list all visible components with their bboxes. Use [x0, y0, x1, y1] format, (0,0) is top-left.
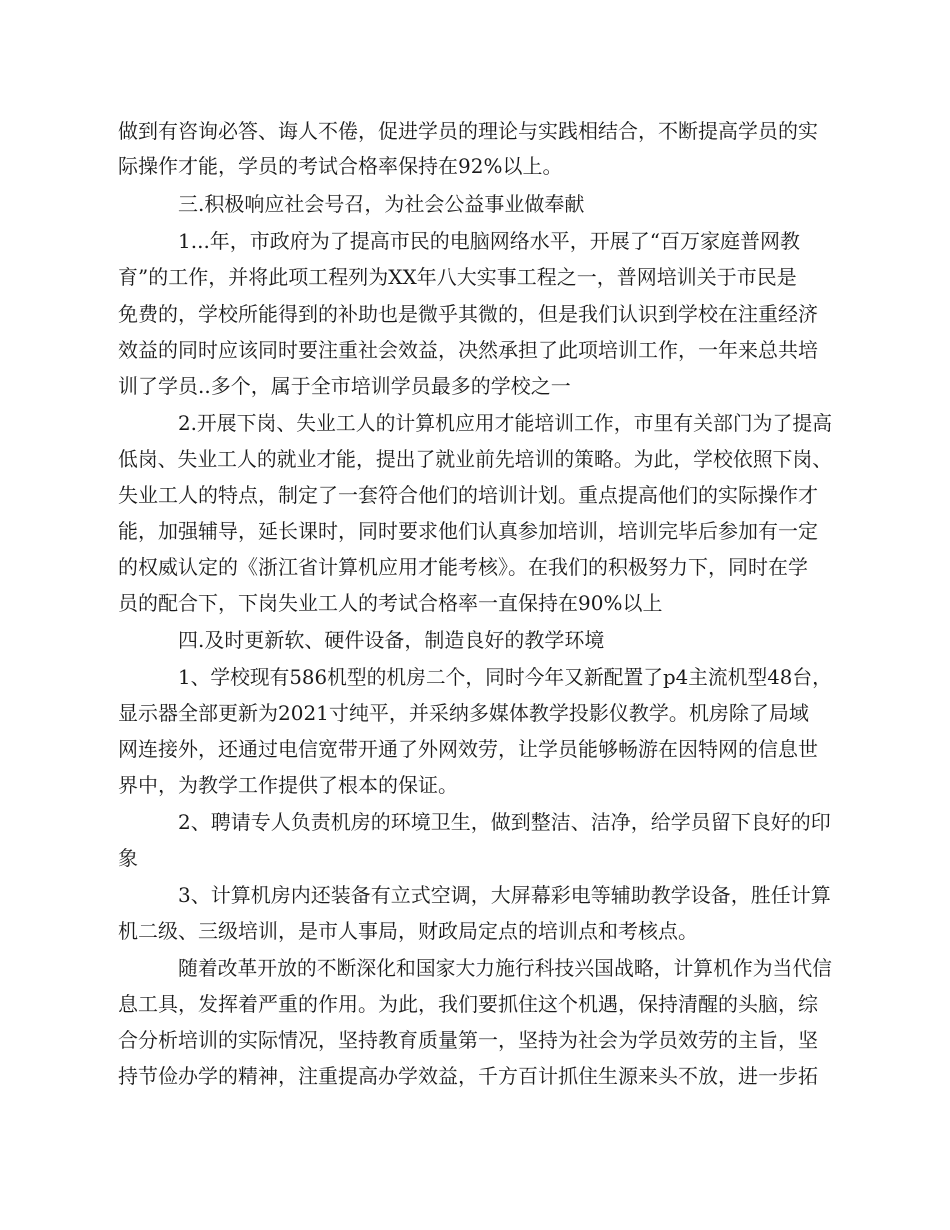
text-line: 随着改革开放的不断深化和国家大力施行科技兴国战略，计算机作为当代信: [178, 956, 832, 980]
text-line: 员的配合下，下岗失业工人的考试合格率一直保持在90%以上: [118, 591, 663, 615]
section-heading: 四.及时更新软、硬件设备，制造良好的教学环境: [178, 628, 605, 652]
text-line: 能，加强辅导，延长课时，同时要求他们认真参加培训，培训完毕后参加有一定: [118, 519, 818, 543]
text-line: 持节俭办学的精神，注重提高办学效益，千方百计抓住生源来头不放，进一步拓: [118, 1064, 818, 1088]
text-line: 1、学校现有586机型的机房二个，同时今年又新配置了p4主流机型48台，: [178, 665, 832, 689]
text-line: 失业工人的特点，制定了一套符合他们的培训计划。重点提高他们的实际操作才: [118, 483, 818, 507]
text-line: 象: [118, 846, 138, 870]
text-line: 机二级、三级培训，是市人事局，财政局定点的培训点和考核点。: [118, 919, 698, 943]
text-line: 界中，为教学工作提供了根本的保证。: [118, 773, 458, 797]
text-line: 合分析培训的实际情况，坚持教育质量第一，坚持为社会为学员效劳的主旨，坚: [118, 1028, 818, 1052]
text-line: 育”的工作，并将此项工程列为XX年八大实事工程之一，普网培训关于市民是: [118, 265, 797, 289]
text-line: 训了学员..多个，属于全市培训学员最多的学校之一: [118, 374, 571, 398]
text-line: 息工具，发挥着严重的作用。为此，我们要抓住这个机遇，保持清醒的头脑，综: [118, 992, 818, 1016]
text-line: 3、计算机房内还装备有立式空调，大屏幕彩电等辅助教学设备，胜任计算: [178, 883, 831, 907]
text-line: 际操作才能，学员的考试合格率保持在92%以上。: [118, 154, 563, 178]
text-line: 低岗、失业工人的就业才能，提出了就业前先培训的策略。为此，学校依照下岗、: [118, 447, 833, 471]
text-line: 1...年，市政府为了提高市民的电脑网络水平，开展了“百万家庭普网教: [178, 229, 801, 253]
section-heading: 三.积极响应社会号召，为社会公益事业做奉献: [178, 192, 585, 216]
text-line: 显示器全部更新为2021寸纯平，并采纳多媒体教学投影仪教学。机房除了局域: [118, 701, 809, 725]
text-line: 2、聘请专人负责机房的环境卫生，做到整洁、洁净，给学员留下良好的印: [178, 810, 831, 834]
text-line: 的权威认定的《浙江省计算机应用才能考核》。在我们的积极努力下，同时在学: [118, 555, 808, 579]
text-line: 效益的同时应该同时要注重社会效益，决然承担了此项培训工作，一年来总共培: [118, 338, 818, 362]
text-line: 做到有咨询必答、诲人不倦，促进学员的理论与实践相结合，不断提高学员的实: [118, 119, 818, 143]
text-line: 免费的，学校所能得到的补助也是微乎其微的，但是我们认识到学校在注重经济: [118, 302, 818, 326]
text-line: 2.开展下岗、失业工人的计算机应用才能培训工作，市里有关部门为了提高: [178, 411, 833, 435]
text-line: 网连接外，还通过电信宽带开通了外网效劳，让学员能够畅游在因特网的信息世: [118, 737, 818, 761]
